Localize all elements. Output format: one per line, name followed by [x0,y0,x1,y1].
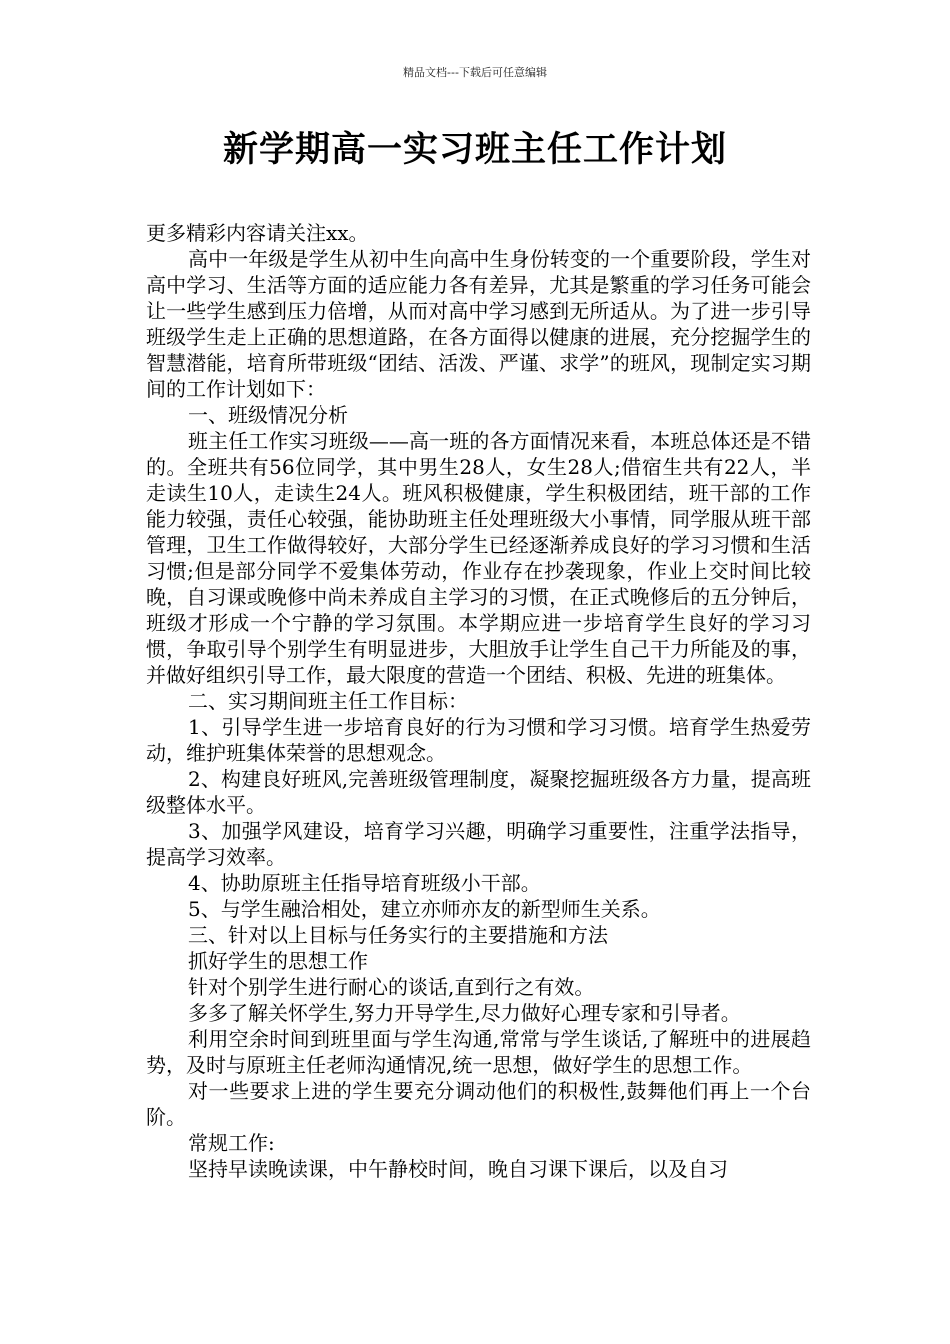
list-item: 5、与学生融洽相处，建立亦师亦友的新型师生关系。 [188,897,661,921]
paragraph: 针对个别学生进行耐心的谈话,直到行之有效。 [188,975,595,999]
section-heading: 一、班级情况分析 [188,403,348,427]
list-item: 2、构建良好班风,完善班级管理制度，凝聚挖掘班级各方力量，提高班级整体水平。 [146,767,811,817]
subheading: 常规工作: [188,1131,275,1155]
paragraph: 坚持早读晚读课，中午静校时间，晚自习课下课后，以及自习 [188,1157,728,1181]
list-item: 4、协助原班主任指导培育班级小干部。 [188,871,541,895]
paragraph: 多多了解关怀学生,努力开导学生,尽力做好心理专家和引导者。 [188,1001,741,1025]
subheading: 抓好学生的思想工作 [188,949,368,973]
list-item: 3、加强学风建设，培育学习兴趣，明确学习重要性，注重学法指导，提高学习效率。 [146,819,811,869]
paragraph: 高中一年级是学生从初中生向高中生身份转变的一个重要阶段，学生对高中学习、生活等方面的适应能力各有差异，尤其是繁重的学习任务可能会让一些学生感到压力倍增，从而对高中学习感到无所适从。为了进一步引导班级学生走上正确的思想道路，在各方面得以健康的进展，充分挖掘学生的智慧潜能，培育所带班级“团结、活泼、严谨、求学”的班风，现制定实习期间的工作计划如下： [146,247,811,401]
paragraph: 班主任工作实习班级——高一班的各方面情况来看，本班总体还是不错的。全班共有56位同学，其中男生28人，女生28人;借宿生共有22人，半走读生10人，走读生24人。班风积极健康，学生积极团结，班干部的工作能力较强，责任心较强，能协助班主任处理班级大小事情，同学服从班干部管理，卫生工作做得较好，大部分学生已经逐渐养成良好的学习习惯和生活习惯;但是部分同学不爱集体劳动，作业存在抄袭现象，作业上交时间比较晚，自习课或晚修中尚未养成自主学习的习惯，在正式晚修后的五分钟后，班级才形成一个宁静的学习氛围。本学期应进一步培育学生良好的学习习惯，争取引导个别学生有明显进步，大胆放手让学生自己干力所能及的事，并做好组织引导工作，最大限度的营造一个团结、积极、先进的班集体。 [146,429,811,687]
paragraph-intro: 更多精彩内容请关注xx。 [146,221,369,245]
document-body [146,220,811,1182]
paragraph: 利用空余时间到班里面与学生沟通,常常与学生谈话,了解班中的进展趋势，及时与原班主任老师沟通情况,统一思想，做好学生的思想工作。 [146,1027,811,1077]
paragraph: 对一些要求上进的学生要充分调动他们的积极性,鼓舞他们再上一个台阶。 [146,1079,811,1129]
header-note: 精品文档---下载后可任意编辑 [403,66,547,79]
section-heading: 二、实习期间班主任工作目标： [188,689,468,713]
section-heading: 三、针对以上目标与任务实行的主要措施和方法 [188,923,608,947]
list-item: 1、引导学生进一步培育良好的行为习惯和学习习惯。培育学生热爱劳动，维护班集体荣誉的思想观念。 [146,715,811,765]
document-title: 新学期高一实习班主任工作计划 [222,130,727,170]
